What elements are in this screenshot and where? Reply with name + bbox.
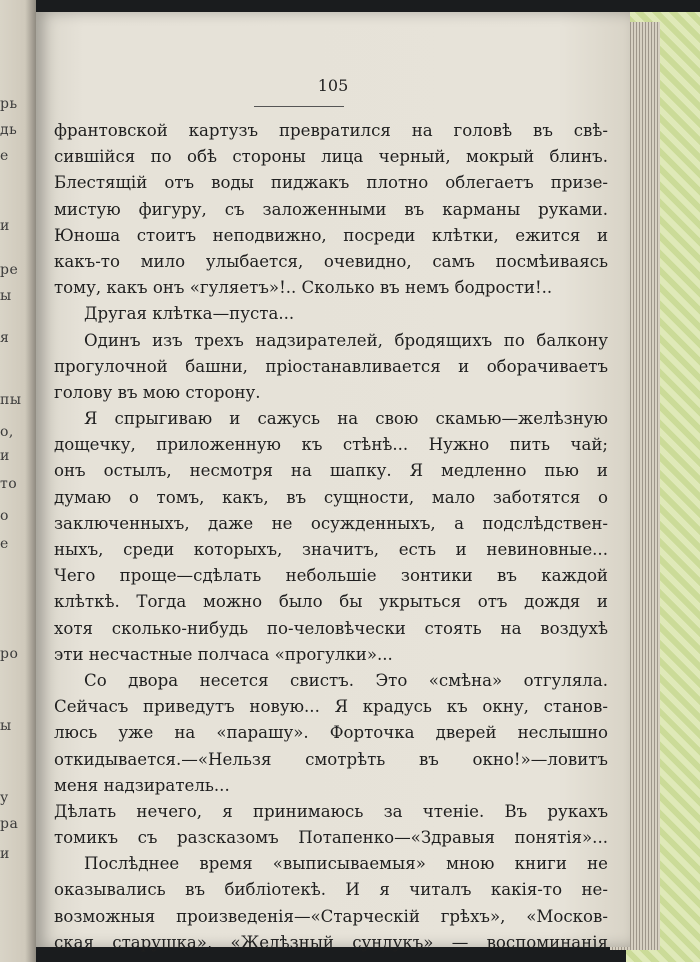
text-line: Чего проще—сдѣлать небольшiе зонтики въ каждой (54, 566, 608, 586)
facing-page-fragment: ро (0, 646, 19, 662)
facing-page-edge (0, 0, 36, 962)
facing-page-fragment: дь (0, 122, 18, 138)
text-line: заключенныхъ, даже не осужденныхъ, а подслѣдствен- (54, 513, 608, 533)
text-line: возможныя произведенiя—«Старческiй грѣхъ», «Москов- (54, 906, 608, 926)
text-line: меня надзиратель... (54, 775, 230, 795)
facing-page-fragment: ы (0, 718, 12, 734)
facing-page-fragment: ра (0, 816, 19, 832)
facing-page-fragment: и (0, 218, 10, 234)
facing-page-fragment: пы (0, 392, 22, 408)
facing-page-fragment: е (0, 536, 9, 552)
text-line: оказывались въ библiотекѣ. И я читалъ какiя-то не- (54, 880, 608, 900)
facing-page-fragment: я (0, 330, 10, 346)
text-line: Юноша стоитъ неподвижно, посреди клѣтки, ежится и (54, 225, 608, 245)
text-line: Послѣднее время «выписываемыя» мною книги не (84, 854, 608, 874)
text-line: онъ остылъ, несмотря на шапку. Я медленно пью и (54, 461, 608, 481)
text-line: сившiйся по обѣ стороны лица черный, мокрый блинъ. (54, 147, 608, 167)
text-line: тому, какъ онъ «гуляетъ»!.. Сколько въ немъ бодрости!.. (54, 278, 553, 298)
text-line: эти несчастные полчаса «прогулки»... (54, 644, 393, 664)
text-line: прогулочной башни, прiостанавливается и оборачиваетъ (54, 356, 608, 376)
facing-page-fragment: то (0, 476, 18, 492)
facing-page-fragment: и (0, 448, 10, 464)
text-line: дощечку, приложенную къ стѣнѣ... Нужно пить чай; (54, 435, 608, 455)
text-line: Со двора несется свистъ. Это «смѣна» отгуляла. (84, 670, 608, 690)
text-line: думаю о томъ, какъ, въ сущности, мало заботятся о (54, 487, 608, 507)
facing-page-fragment: рь (0, 96, 18, 112)
book-page (36, 12, 630, 952)
text-line: Другая клѣтка—пуста... (84, 304, 295, 324)
header-rule (254, 106, 344, 107)
text-line: ныхъ, среди которыхъ, значитъ, есть и невиновные... (54, 540, 608, 559)
text-line: хотя сколько-нибудь по-человѣчески стоять на воздухѣ (54, 618, 608, 638)
page-text (54, 118, 608, 956)
text-line: Я спрыгиваю и сажусь на свою скамью—желѣзную (84, 409, 608, 429)
text-line: Блестящiй отъ воды пиджакъ плотно облегаетъ призе- (54, 173, 608, 193)
facing-page-fragment: у (0, 790, 9, 806)
page-number: 105 (317, 76, 349, 95)
facing-page-fragment: о, (0, 424, 14, 440)
facing-page-fragment: о (0, 508, 9, 524)
text-line: ская старушка», «Желѣзный сундукъ» — воспоминанiя (54, 932, 608, 952)
text-line: люсь уже на «парашу». Форточка дверей неслышно (54, 723, 608, 743)
text-line: Дѣлать нечего, я принимаюсь за чтенiе. Въ рукахъ (54, 801, 608, 821)
text-line: мистую фигуру, съ заложенными въ карманы руками. (54, 199, 608, 219)
text-line: томикъ съ разсказомъ Потапенко—«Здравыя понятiя»... (54, 828, 608, 848)
facing-page-fragment: и (0, 846, 10, 862)
text-line: франтовской картузъ превратился на головѣ въ свѣ- (54, 121, 608, 140)
text-line: Одинъ изъ трехъ надзирателей, бродящихъ по балкону (84, 330, 608, 350)
text-line: какъ-то мило улыбается, очевидно, самъ посмѣиваясь (54, 251, 608, 271)
facing-page-fragment: ре (0, 262, 19, 278)
text-line: Сейчасъ приведутъ новую... Я крадусь къ окну, станов- (54, 697, 608, 717)
text-line: голову въ мою сторону. (54, 382, 261, 402)
facing-page-fragment: ы (0, 288, 12, 304)
text-line: клѣткѣ. Тогда можно было бы укрыться отъ дождя и (54, 592, 608, 612)
facing-page-fragment: e (0, 148, 9, 164)
text-line: откидывается.—«Нельзя смотрѣть въ окно!»—ловитъ (54, 749, 608, 769)
